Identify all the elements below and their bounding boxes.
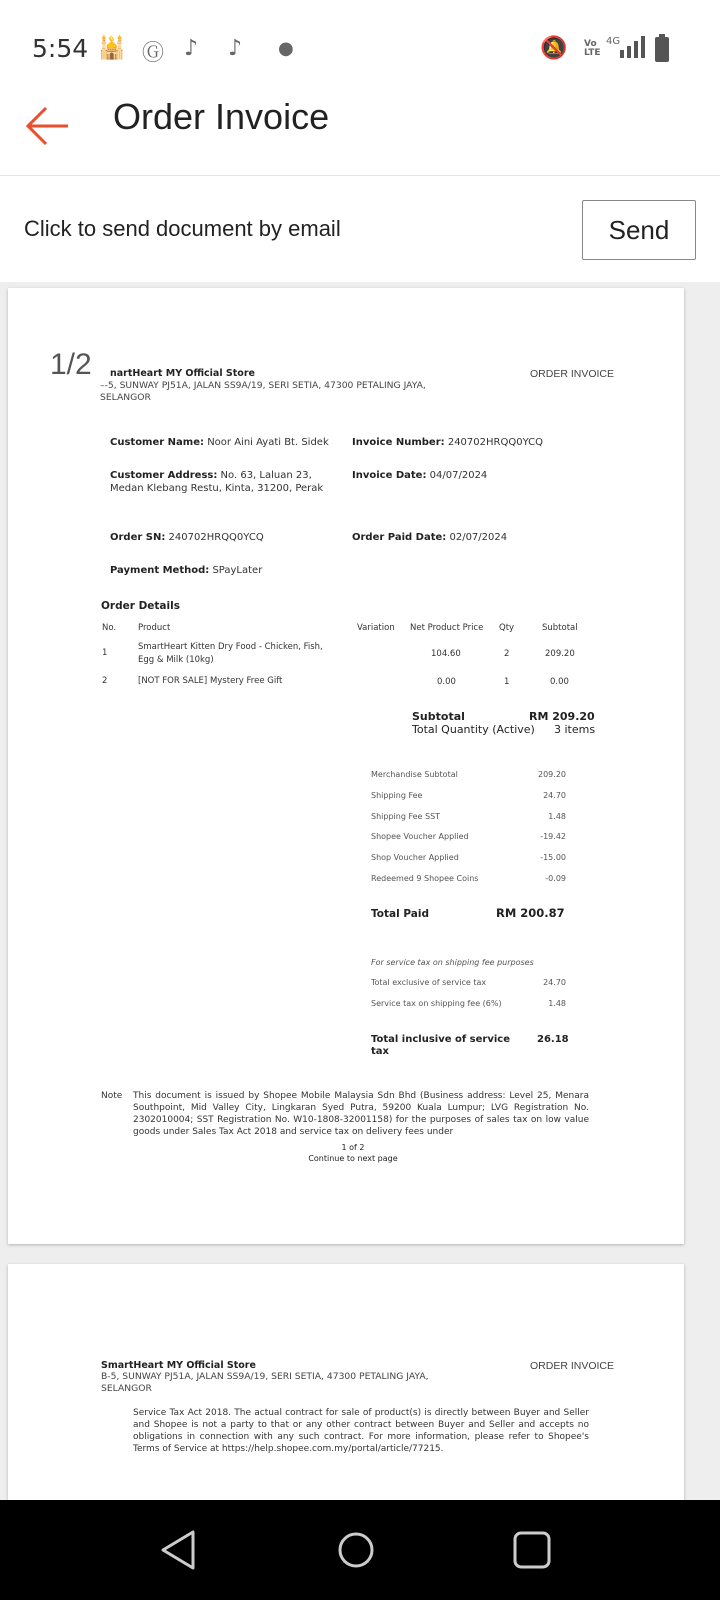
order-paid-date: [352, 532, 507, 544]
order-sn-label: Order SN:: [110, 532, 166, 543]
page2-store-address-line-1: B-5, SUNWAY PJ51A, JALAN SS9A/19, SERI SETIA, 47300 PETALING JAYA,: [101, 1371, 429, 1382]
invoice-date-label: Invoice Date:: [352, 470, 427, 481]
service-tax-label-shipping: Service tax on shipping fee (6%): [371, 999, 502, 1008]
page-of-label: 1 of 2: [341, 1143, 365, 1152]
invoice-number: [352, 437, 543, 449]
invoice-date: [352, 470, 487, 482]
total-paid-value: RM 200.87: [496, 906, 565, 920]
order-paid-date-value: 02/07/2024: [449, 532, 508, 543]
total-paid-label: Total Paid: [371, 908, 429, 920]
table-row-2-price: 0.00: [437, 677, 456, 687]
system-nav-bar: [0, 1500, 720, 1600]
customer-name: [110, 437, 329, 449]
document-page-1: [8, 288, 684, 1244]
summary-label-coins: Redeemed 9 Shopee Coins: [371, 874, 479, 883]
page2-note-text: Service Tax Act 2018. The actual contract for sale of product(s) is directly between Buyer and Seller and Shopee is not a party to that or any other contract between Buyer and Seller and accepts no obligations in connection with any such contract. For more information, please refer to Shopee's Terms of Service at https://help.shopee.com.my/portal/article/77215.: [133, 1408, 589, 1454]
note-label: Note: [101, 1091, 123, 1101]
tiktok-icon: ♪: [184, 36, 199, 61]
invoice-date-value: 04/07/2024: [429, 470, 488, 481]
summary-label-shipping-sst: Shipping Fee SST: [371, 812, 441, 821]
table-header-no: No.: [102, 623, 117, 633]
summary-value-merchandise: 209.20: [538, 770, 566, 779]
dot-icon: ●: [278, 38, 294, 59]
service-tax-value-shipping: 1.48: [548, 999, 566, 1008]
summary-value-coins: -0.09: [545, 874, 566, 883]
total-quantity-value: 3 items: [554, 723, 596, 736]
back-arrow-icon[interactable]: [24, 102, 72, 150]
summary-label-shop-voucher: Shop Voucher Applied: [371, 853, 459, 862]
app-bar: [0, 84, 720, 176]
service-tax-value-exclusive: 24.70: [543, 978, 566, 987]
order-sn-value: 240702HRQQ0YCQ: [168, 532, 264, 543]
table-row-1-product-line-2: Egg & Milk (10kg): [138, 655, 214, 665]
summary-value-shopee-voucher: -19.42: [540, 832, 566, 841]
document-page-2: [8, 1264, 684, 1500]
customer-address-label: Customer Address:: [110, 470, 218, 481]
summary-value-shipping: 24.70: [543, 791, 566, 800]
total-inclusive-value: 26.18: [537, 1034, 569, 1045]
customer-address: [110, 470, 312, 482]
mosque-icon: 🕌: [98, 36, 126, 61]
table-row-2-no: 2: [102, 676, 108, 686]
table-row-1-price: 104.60: [431, 649, 461, 659]
table-row-2-qty: 1: [504, 677, 510, 687]
invoice-number-value: 240702HRQQ0YCQ: [447, 437, 543, 448]
page-indicator: 1/2: [50, 348, 92, 381]
subtotal-value: RM 209.20: [529, 710, 595, 723]
table-header-variation: Variation: [357, 623, 395, 633]
recents-square-icon[interactable]: [510, 1528, 554, 1572]
summary-value-shop-voucher: -15.00: [540, 853, 566, 862]
total-inclusive-label-line-1: Total inclusive of service: [371, 1034, 511, 1045]
summary-label-merchandise: Merchandise Subtotal: [371, 770, 458, 779]
email-prompt-text: Click to send document by email: [24, 216, 341, 241]
payment-method-value: SPayLater: [212, 565, 263, 576]
table-row-2-product-line-1: [NOT FOR SALE] Mystery Free Gift: [138, 676, 283, 686]
table-row-1-no: 1: [102, 648, 108, 658]
total-quantity-label: Total Quantity (Active): [412, 723, 535, 736]
order-details-title: Order Details: [101, 600, 180, 612]
back-triangle-icon[interactable]: [157, 1528, 201, 1572]
document-type-label: ORDER INVOICE: [530, 368, 615, 380]
send-button[interactable]: Send: [582, 200, 696, 260]
store-address-line-1: –-5, SUNWAY PJ51A, JALAN SS9A/19, SERI SETIA, 47300 PETALING JAYA,: [100, 380, 426, 391]
order-sn: [110, 532, 264, 544]
page2-store-address-line-2: SELANGOR: [101, 1383, 152, 1394]
table-row-2-subtotal: 0.00: [550, 677, 569, 687]
summary-label-shopee-voucher: Shopee Voucher Applied: [371, 832, 469, 841]
service-tax-label-exclusive: Total exclusive of service tax: [371, 978, 487, 987]
email-bar: [0, 178, 720, 282]
payment-method: [110, 565, 262, 577]
page2-document-type-label: ORDER INVOICE: [530, 1360, 615, 1372]
battery-icon: [654, 34, 670, 68]
customer-address-line-2: Medan Klebang Restu, Kinta, 31200, Perak: [110, 483, 324, 494]
table-header-product: Product: [138, 623, 171, 633]
customer-name-label: Customer Name:: [110, 437, 204, 448]
continue-label: Continue to next page: [308, 1154, 398, 1163]
invoice-number-label: Invoice Number:: [352, 437, 445, 448]
service-tax-heading: For service tax on shipping fee purposes: [371, 958, 534, 967]
table-row-1-qty: 2: [504, 649, 510, 659]
network-label: 4G: [606, 36, 621, 47]
summary-label-shipping: Shipping Fee: [371, 791, 423, 800]
table-header-qty: Qty: [499, 623, 515, 633]
table-header-subtotal: Subtotal: [542, 623, 578, 633]
tiktok-icon: ♪: [228, 36, 243, 61]
customer-name-value: Noor Aini Ayati Bt. Sidek: [207, 437, 329, 448]
subtotal-label: Subtotal: [412, 710, 465, 723]
table-header-net-price: Net Product Price: [410, 623, 484, 633]
total-inclusive-label-line-2: tax: [371, 1046, 389, 1057]
order-paid-date-label: Order Paid Date:: [352, 532, 447, 543]
payment-method-label: Payment Method:: [110, 565, 210, 576]
status-bar: [0, 0, 720, 84]
summary-value-shipping-sst: 1.48: [548, 812, 566, 821]
customer-address-line-1: No. 63, Laluan 23,: [220, 470, 312, 481]
store-name: nartHeart MY Official Store: [110, 368, 255, 379]
volte-icon: Vo LTE: [584, 39, 601, 58]
page-title: Order Invoice: [113, 96, 330, 137]
bell-off-icon: 🔕: [540, 36, 568, 61]
google-g-icon: Ⓖ: [142, 41, 165, 66]
home-circle-icon[interactable]: [334, 1528, 378, 1572]
table-row-1-subtotal: 209.20: [545, 649, 575, 659]
table-row-1-product-line-1: SmartHeart Kitten Dry Food - Chicken, Fish,: [138, 642, 323, 652]
status-time: 5:54: [32, 34, 89, 63]
page2-store-name: SmartHeart MY Official Store: [101, 1360, 256, 1371]
store-address-line-2: SELANGOR: [100, 392, 151, 403]
note-text: This document is issued by Shopee Mobile Malaysia Sdn Bhd (Business address: Level 25, Menara Southpoint, Mid Valley City, Lingkaran Syed Putra, 59200 Kuala Lumpur; LVG Registration No. 2302010004; SST Registration No. W10-1808-32001158) for the purposes of sales tax on low value goods under Sales Tax Act 2018 and service tax on delivery fees under: [133, 1091, 589, 1137]
